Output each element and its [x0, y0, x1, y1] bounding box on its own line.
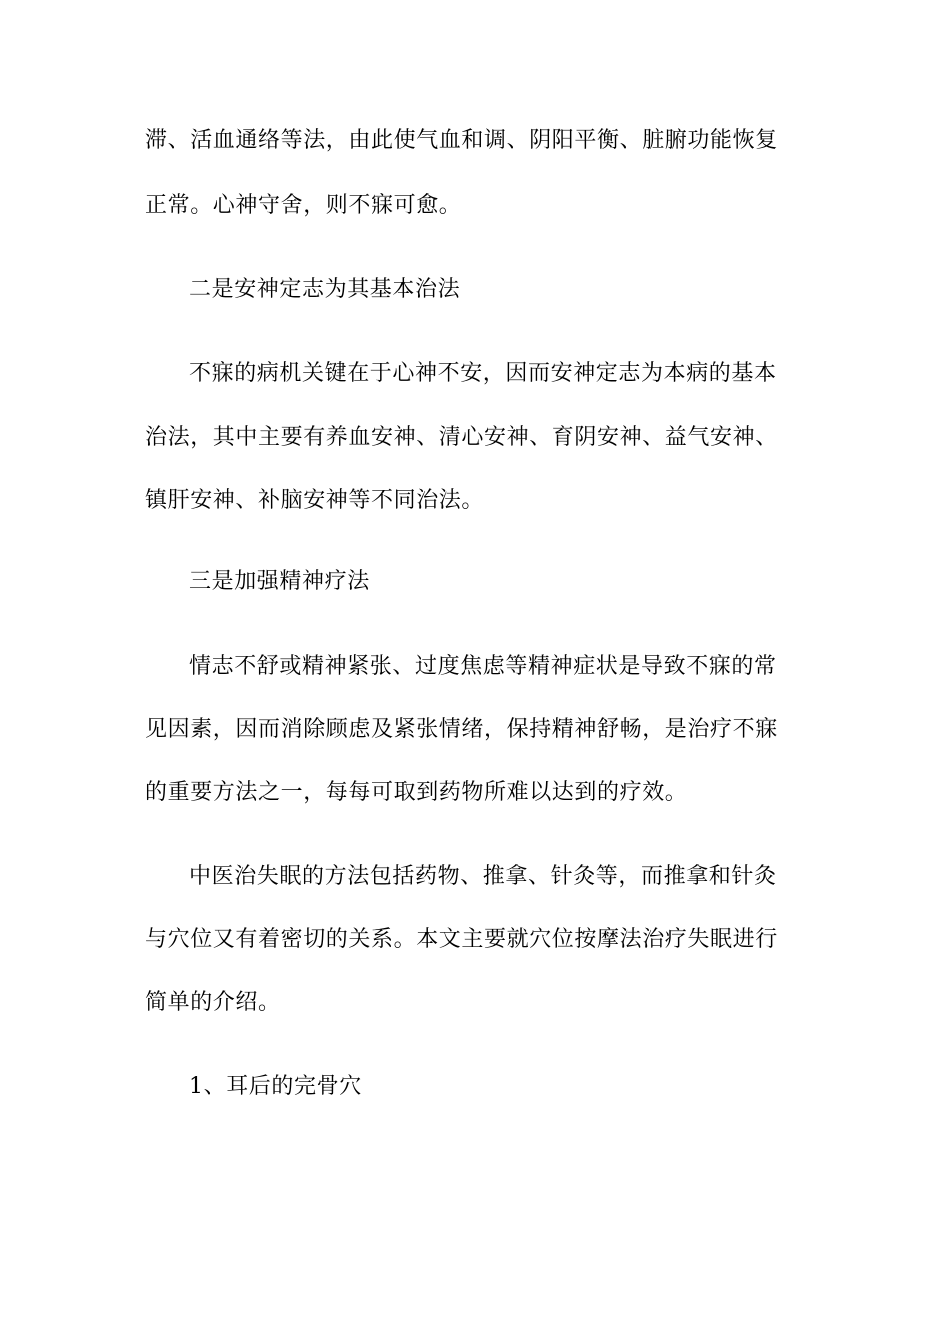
paragraph-2-line-2: 治法，其中主要有养血安神、清心安神、育阴安神、益气安神、	[145, 425, 778, 450]
heading-mental-therapy: 三是加强精神疗法	[189, 569, 370, 594]
paragraph-4-line-2: 与穴位又有着密切的关系。本文主要就穴位按摩法治疗失眠进行	[145, 927, 778, 952]
paragraph-1-line-1: 滞、活血通络等法，由此使气血和调、阴阳平衡、脏腑功能恢复	[145, 128, 778, 153]
paragraph-4-line-1: 中医治失眠的方法包括药物、推拿、针灸等，而推拿和针灸	[189, 864, 777, 889]
paragraph-2-line-1: 不寐的病机关键在于心神不安，因而安神定志为本病的基本	[189, 361, 777, 386]
paragraph-3-line-2: 见因素，因而消除顾虑及紧张情绪，保持精神舒畅，是治疗不寐	[145, 717, 778, 742]
paragraph-1-line-2: 正常。心神守舍，则不寐可愈。	[145, 193, 462, 218]
paragraph-4-line-3: 简单的介绍。	[145, 990, 281, 1015]
paragraph-3-line-3: 的重要方法之一，每每可取到药物所难以达到的疗效。	[145, 780, 688, 805]
paragraph-2-line-3: 镇肝安神、补脑安神等不同治法。	[145, 488, 485, 513]
paragraph-3-line-1: 情志不舒或精神紧张、过度焦虑等精神症状是导致不寐的常	[189, 654, 777, 679]
heading-calm-spirit: 二是安神定志为其基本治法	[189, 277, 461, 302]
heading-wangu-point: 1、耳后的完骨穴	[189, 1074, 362, 1099]
